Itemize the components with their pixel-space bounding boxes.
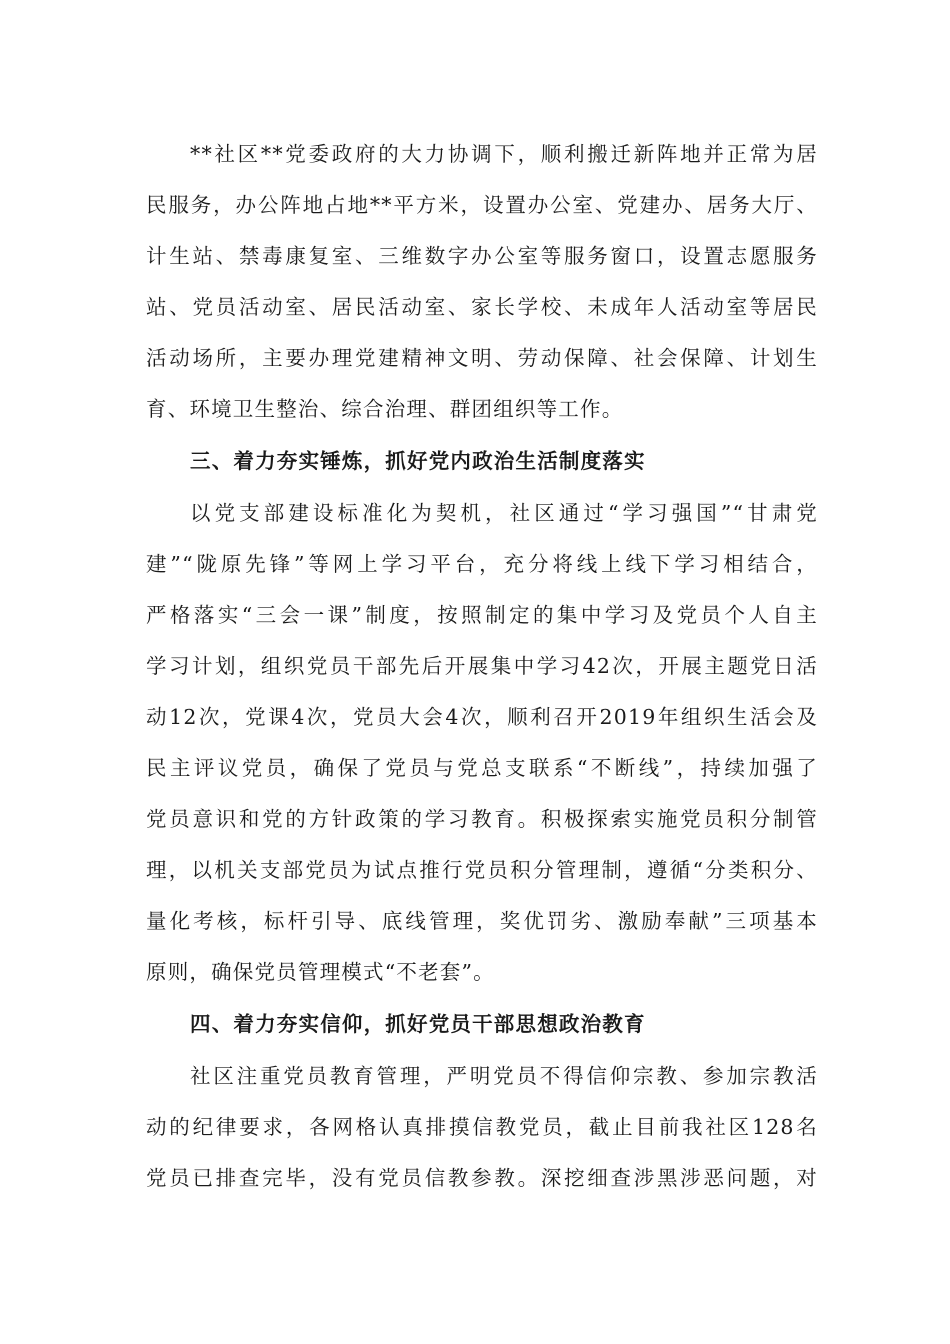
paragraph-line: 学习计划，组织党员干部先后开展集中学习42次，开展主题党日活 bbox=[146, 654, 818, 678]
paragraph-line: 活动场所，主要办理党建精神文明、劳动保障、社会保障、计划生 bbox=[146, 346, 818, 370]
paragraph-line: 建”“陇原先锋”等网上学习平台，充分将线上线下学习相结合， bbox=[146, 552, 818, 576]
section-heading: 三、着力夯实锤炼，抓好党内政治生活制度落实 bbox=[190, 449, 646, 473]
paragraph-line: 以党支部建设标准化为契机，社区通过“学习强国”“甘肃党 bbox=[190, 501, 818, 525]
paragraph-line: 育、环境卫生整治、综合治理、群团组织等工作。 bbox=[146, 397, 624, 421]
paragraph-line: 民主评议党员，确保了党员与党总支联系“不断线”，持续加强了 bbox=[146, 756, 818, 780]
paragraph-line: 党员已排查完毕，没有党员信教参教。深挖细查涉黑涉恶问题，对 bbox=[146, 1166, 818, 1190]
paragraph-line: 站、党员活动室、居民活动室、家长学校、未成年人活动室等居民 bbox=[146, 295, 818, 319]
paragraph-line: 量化考核，标杆引导、底线管理，奖优罚劣、激励奉献”三项基本 bbox=[146, 909, 818, 933]
paragraph-line: 严格落实“三会一课”制度，按照制定的集中学习及党员个人自主 bbox=[146, 603, 818, 627]
paragraph-line: 社区注重党员教育管理，严明党员不得信仰宗教、参加宗教活 bbox=[190, 1064, 818, 1088]
paragraph-line: 动12次，党课4次，党员大会4次，顺利召开2019年组织生活会及 bbox=[146, 705, 818, 729]
paragraph-line: 动的纪律要求，各网格认真排摸信教党员，截止目前我社区128名 bbox=[146, 1115, 818, 1139]
paragraph-line: 计生站、禁毒康复室、三维数字办公室等服务窗口，设置志愿服务 bbox=[146, 244, 818, 268]
section-heading: 四、着力夯实信仰，抓好党员干部思想政治教育 bbox=[190, 1012, 646, 1036]
paragraph-line: 原则，确保党员管理模式“不老套”。 bbox=[146, 960, 495, 984]
paragraph-line: 党员意识和党的方针政策的学习教育。积极探索实施党员积分制管 bbox=[146, 807, 818, 831]
paragraph-line: **社区**党委政府的大力协调下，顺利搬迁新阵地并正常为居 bbox=[190, 142, 818, 166]
paragraph-line: 理，以机关支部党员为试点推行党员积分管理制，遵循“分类积分、 bbox=[146, 858, 818, 882]
paragraph-line: 民服务，办公阵地占地**平方米，设置办公室、党建办、居务大厅、 bbox=[146, 193, 818, 217]
